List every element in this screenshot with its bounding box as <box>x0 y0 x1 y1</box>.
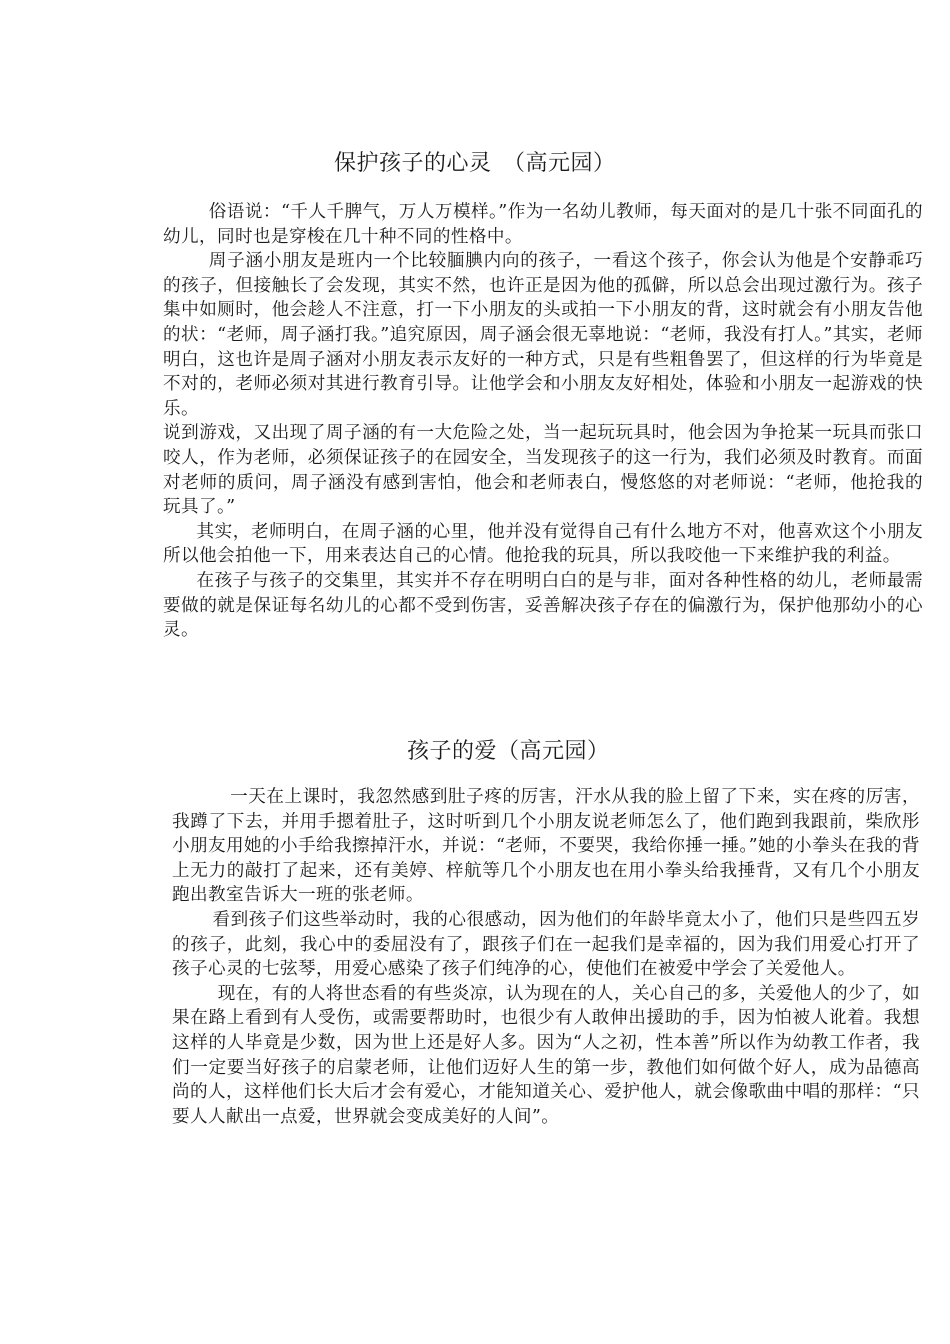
article-1-body <box>163 200 923 643</box>
article-1-paragraph-5: 在孩子与孩子的交集里，其实并不存在明明白白的是与非，面对各种性格的幼儿，老师最需要做的就是保证每名幼儿的心都不受到伤害，妥善解决孩子存在的偏激行为，保护他那幼小的心灵。 <box>163 570 923 641</box>
article-1-paragraph-2: 周子涵小朋友是班内一个比较腼腆内向的孩子，一看这个孩子，你会认为他是个安静乖巧的孩子，但接触长了会发现，其实不然，也许正是因为他的孤僻，所以总会出现过激行为。孩子集中如厕时，他会趁人不注意，打一下小朋友的头或拍一下小朋友的背，这时就会有小朋友告他的状：“老师，周子涵打我。”追究原因，周子涵会很无辜地说：“老师，我没有打人。”其实，老师明白，这也许是周子涵对小朋友表示友好的一种方式，只是有些粗鲁罢了，但这样的行为毕竟是不对的，老师必须对其进行教育引导。让他学会和小朋友友好相处，体验和小朋友一起游戏的快乐。 <box>163 251 923 419</box>
article-2-body <box>172 785 920 1129</box>
article-1-paragraph-1: 俗语说：“千人千脾气，万人万模样。”作为一名幼儿教师，每天面对的是几十张不同面孔的幼儿，同时也是穿梭在几十种不同的性格中。 <box>163 202 923 247</box>
article-2-paragraph-2: 看到孩子们这些举动时，我的心很感动，因为他们的年龄毕竟太小了，他们只是些四五岁的孩子，此刻，我心中的委屈没有了，跟孩子们在一起我们是幸福的，因为我们用爱心打开了孩子心灵的七弦琴，用爱心感染了孩子们纯净的心，使他们在被爱中学会了关爱他人。 <box>172 909 920 980</box>
article-1-paragraph-3: 说到游戏，又出现了周子涵的有一大危险之处，当一起玩玩具时，他会因为争抢某一玩具而张口咬人，作为老师，必须保证孩子的在园安全，当发现孩子的这一行为，我们必须及时教育。而面对老师的质问，周子涵没有感到害怕，他会和老师表白，慢悠悠的对老师说：“老师，他抢我的玩具了。” <box>163 423 923 518</box>
article-2-paragraph-1: 一天在上课时，我忽然感到肚子疼的厉害，汗水从我的脸上留了下来，实在疼的厉害，我蹲了下去，并用手摁着肚子，这时听到几个小朋友说老师怎么了，他们跑到我跟前，柴欣彤小朋友用她的小手给我擦掉汗水，并说：“老师，不要哭，我给你捶一捶。”她的小拳头在我的背上无力的敲打了起来，还有美婷、梓航等几个小朋友也在用小拳头给我捶背，又有几个小朋友跑出教室告诉大一班的张老师。 <box>172 787 920 906</box>
article-2-title: 孩子的爱（高元园） <box>407 739 610 764</box>
article-1-title: 保护孩子的心灵 （高元园） <box>334 151 616 176</box>
article-2-paragraph-3: 现在，有的人将世态看的有些炎凉，认为现在的人，关心自己的多，关爱他人的少了，如果在路上看到有人受伤，或需要帮助时，也很少有人敢伸出援助的手，因为怕被人讹着。我想这样的人毕竟是少数，因为世上还是好人多。因为“人之初，性本善”所以作为幼教工作者，我们一定要当好孩子的启蒙老师，让他们迈好人生的第一步，教他们如何做个好人，成为品德高尚的人，这样他们长大后才会有爱心，才能知道关心、爱护他人，就会像歌曲中唱的那样：“只要人人献出一点爱，世界就会变成美好的人间”。 <box>172 983 920 1127</box>
article-1-paragraph-4: 其实，老师明白，在周子涵的心里，他并没有觉得自己有什么地方不对，他喜欢这个小朋友所以他会拍他一下，用来表达自己的心情。他抢我的玩具，所以我咬他一下来维护我的利益。 <box>163 521 923 567</box>
